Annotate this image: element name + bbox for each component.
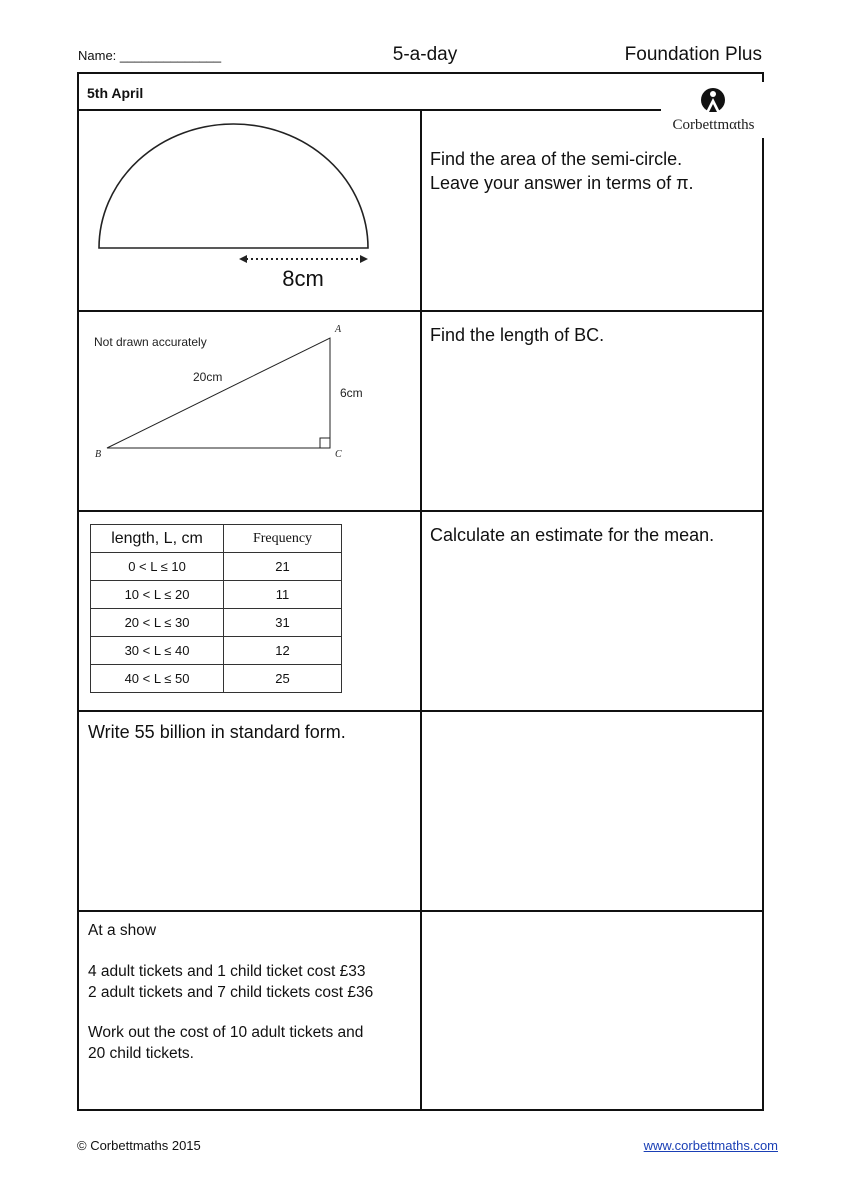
date-row xyxy=(79,74,762,111)
vertex-c-label: C xyxy=(335,449,342,460)
table-cell: 20 < L ≤ 30 xyxy=(91,609,224,637)
table-header-row xyxy=(91,525,342,553)
corbettmaths-logo xyxy=(661,82,766,138)
table-cell: 0 < L ≤ 10 xyxy=(91,553,224,581)
vertex-a-label: A xyxy=(335,324,342,335)
q5-line5: 20 child tickets. xyxy=(88,1045,194,1062)
corbettmaths-logo-icon xyxy=(690,84,736,118)
worksheet-frame xyxy=(77,72,764,1111)
q1-line1: Find the area of the semi-circle. xyxy=(430,149,683,169)
semicircle-diagram xyxy=(97,118,397,303)
copyright-text: © Corbettmaths 2015 xyxy=(77,1138,201,1153)
table-cell: 12 xyxy=(224,637,342,665)
table-cell: 21 xyxy=(224,553,342,581)
row-divider xyxy=(79,710,762,712)
q3-text: Calculate an estimate for the mean. xyxy=(430,525,715,545)
table-row xyxy=(91,665,342,693)
table-row xyxy=(91,553,342,581)
frequency-table xyxy=(90,524,342,693)
table-cell: 30 < L ≤ 40 xyxy=(91,637,224,665)
q1-line2: Leave your answer in terms of π. xyxy=(430,173,694,193)
triangle-diagram xyxy=(89,322,409,492)
q5-line4: Work out the cost of 10 adult tickets and xyxy=(88,1024,364,1041)
table-row xyxy=(91,581,342,609)
arrow-head-right xyxy=(360,255,368,263)
name-field-label: Name: ______________ xyxy=(78,48,222,63)
table-cell: 10 < L ≤ 20 xyxy=(91,581,224,609)
q5-line2: 4 adult tickets and 1 child ticket cost £33 xyxy=(88,963,366,980)
logo-text: Corbettmαths xyxy=(672,117,755,133)
worksheet-title: 5-a-day xyxy=(392,44,458,65)
table-cell: 40 < L ≤ 50 xyxy=(91,665,224,693)
row-divider xyxy=(79,910,762,912)
table-row xyxy=(91,637,342,665)
semicircle-shape xyxy=(99,124,368,248)
triangle-shape xyxy=(107,338,330,448)
q2-text: Find the length of BC. xyxy=(430,325,605,345)
website-link[interactable]: www.corbettmaths.com xyxy=(643,1138,778,1153)
arrow-head-left xyxy=(239,255,247,263)
hypotenuse-label: 20cm xyxy=(193,370,223,384)
table-row xyxy=(91,609,342,637)
column-divider xyxy=(420,111,422,1111)
row-divider xyxy=(79,510,762,512)
table-cell: 31 xyxy=(224,609,342,637)
column-header-frequency: Frequency xyxy=(224,525,342,553)
table-cell: 25 xyxy=(224,665,342,693)
column-header-length: length, L, cm xyxy=(91,525,224,553)
q4-text: Write 55 billion in standard form. xyxy=(88,722,346,742)
q5-line1: At a show xyxy=(88,922,157,939)
worksheet-date: 5th April xyxy=(87,85,144,101)
worksheet-level: Foundation Plus xyxy=(624,44,762,65)
vertex-b-label: B xyxy=(95,449,102,460)
side-ac-label: 6cm xyxy=(340,386,363,400)
not-drawn-note: Not drawn accurately xyxy=(94,335,207,349)
right-angle-mark xyxy=(320,438,330,448)
table-cell: 11 xyxy=(224,581,342,609)
radius-label: 8cm xyxy=(282,266,324,291)
row-divider xyxy=(79,310,762,312)
q5-line3: 2 adult tickets and 7 child tickets cost £36 xyxy=(88,984,374,1001)
